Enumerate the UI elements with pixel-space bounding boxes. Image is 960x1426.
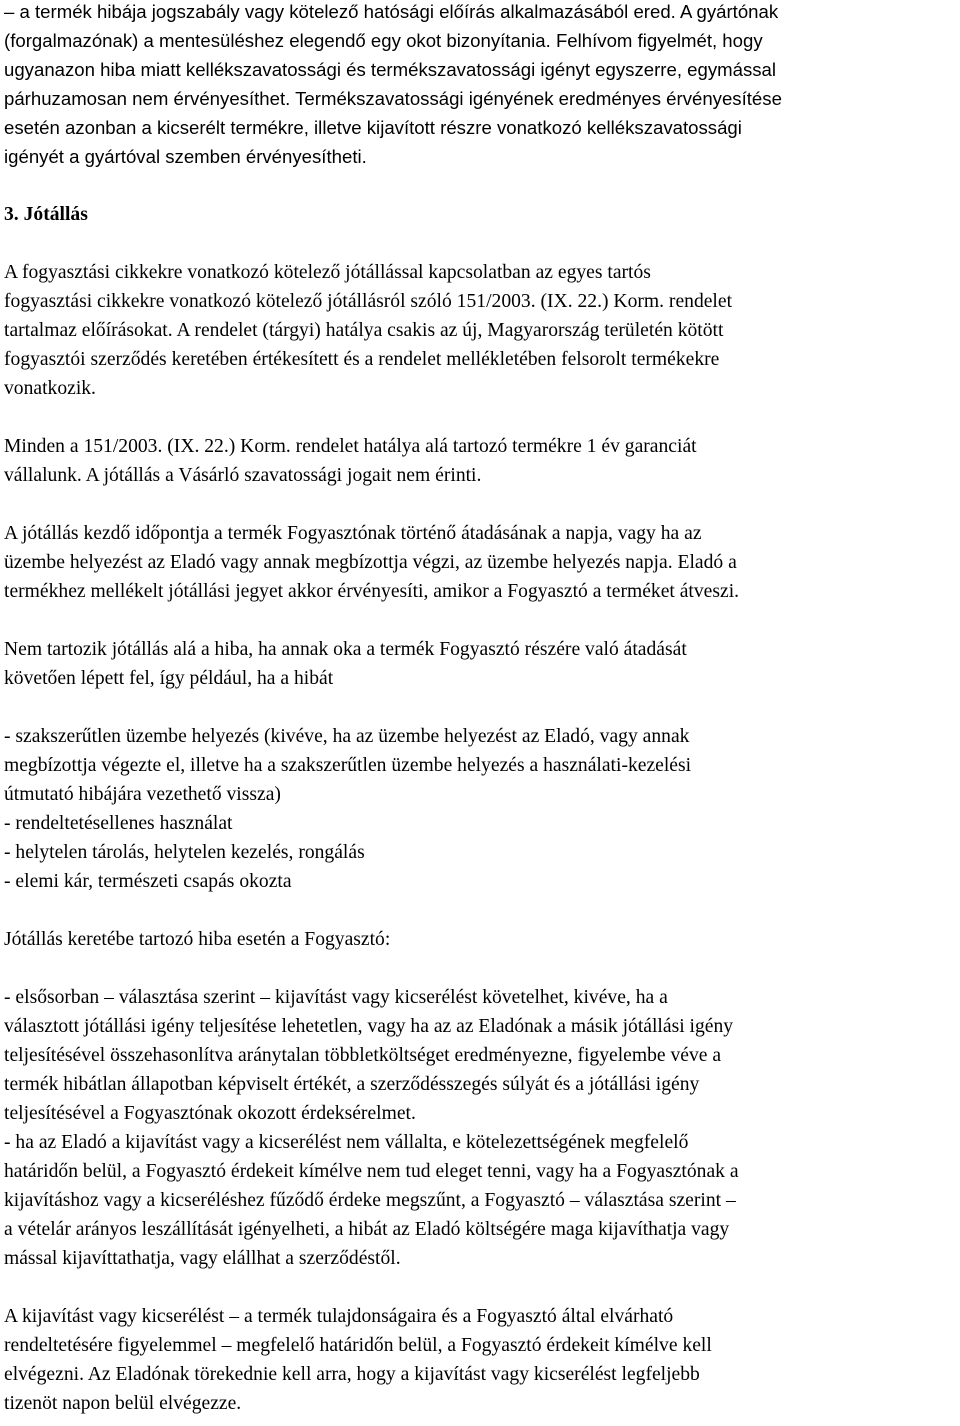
list-item: - elsősorban – választása szerint – kijavítást vagy kicserélést követelhet, kivéve, ha a: [4, 987, 668, 1008]
paragraph-guarantee-period: [4, 432, 956, 490]
spacer: [4, 171, 956, 200]
text-line: választott jótállási igény teljesítése lehetetlen, vagy ha az az Eladónak a másik jótállási igény: [4, 1016, 734, 1037]
section-heading: 3. Jótállás: [4, 204, 88, 225]
intro-paragraph: [4, 0, 956, 171]
text-line: fogyasztói szerződés keretében értékesített és a rendelet mellékletében felsorolt termékekre: [4, 349, 720, 370]
text-line: igényét a gyártóval szemben érvényesítheti.: [4, 146, 367, 167]
text-line: – a termék hibája jogszabály vagy kötelező hatósági előírás alkalmazásából ered. A gyártónak: [4, 1, 779, 22]
text-line: vállalunk. A jótállás a Vásárló szavatossági jogait nem érinti.: [4, 465, 482, 486]
spacer: [4, 896, 956, 925]
paragraph-scope: [4, 258, 956, 403]
exclusion-list: [4, 722, 956, 896]
list-item: - rendeltetésellenes használat: [4, 813, 233, 834]
text-line: termékhez mellékelt jótállási jegyet akkor érvényesíti, amikor a Fogyasztó a terméket átveszi.: [4, 581, 740, 602]
text-line: rendeltetésére figyelemmel – megfelelő határidőn belül, a Fogyasztó érdekeit kímélve kell: [4, 1335, 712, 1356]
text-line: tizenöt napon belül elvégezze.: [4, 1393, 242, 1414]
text-line: útmutató hibájára vezethető vissza): [4, 784, 281, 805]
text-line: kijavításhoz vagy a kicseréléshez fűződő érdeke megszűnt, a Fogyasztó – választása szerint –: [4, 1190, 736, 1211]
text-line: teljesítésével a Fogyasztónak okozott érdeksérelmet.: [4, 1103, 416, 1124]
text-line: vonatkozik.: [4, 378, 96, 399]
paragraph-consumer-rights-intro: Jótállás keretébe tartozó hiba esetén a Fogyasztó:: [4, 929, 391, 950]
text-line: Minden a 151/2003. (IX. 22.) Korm. rendelet hatálya alá tartozó termékre 1 év garanciát: [4, 436, 697, 457]
text-line: elvégezni. Az Eladónak törekednie kell arra, hogy a kijavítást vagy kicserélést legfeljebb: [4, 1364, 700, 1385]
list-item: - szakszerűtlen üzembe helyezés (kivéve, ha az üzembe helyezést az Eladó, vagy annak: [4, 726, 690, 747]
spacer: [4, 229, 956, 258]
spacer: [4, 403, 956, 432]
list-item: - elemi kár, természeti csapás okozta: [4, 871, 292, 892]
text-line: határidőn belül, a Fogyasztó érdekeit kímélve nem tud eleget tenni, vagy ha a Fogyasztónak a: [4, 1161, 739, 1182]
text-line: teljesítésével összehasonlítva aránytalan többletköltséget eredményezne, figyelembe véve a: [4, 1045, 722, 1066]
text-line: A kijavítást vagy kicserélést – a termék tulajdonságaira és a Fogyasztó által elvárható: [4, 1306, 674, 1327]
paragraph-repair-deadline: [4, 1302, 956, 1418]
text-line: Nem tartozik jótállás alá a hiba, ha annak oka a termék Fogyasztó részére való átadását: [4, 639, 687, 660]
text-line: (forgalmazónak) a mentesüléshez elegendő egy okot bizonyítania. Felhívom figyelmét, hogy: [4, 30, 763, 51]
list-item: - ha az Eladó a kijavítást vagy a kicserélést nem vállalta, e kötelezettségének megfelelő: [4, 1132, 689, 1153]
text-line: a vételár arányos leszállítását igényelheti, a hibát az Eladó költségére maga kijavíthatja vagy: [4, 1219, 730, 1240]
text-line: megbízottja végezte el, illetve ha a szakszerűtlen üzembe helyezés a használati-kezelési: [4, 755, 692, 776]
text-line: A jótállás kezdő időpontja a termék Fogyasztónak történő átadásának a napja, vagy ha az: [4, 523, 702, 544]
spacer: [4, 606, 956, 635]
text-line: párhuzamosan nem érvényesíthet. Termékszavatossági igényének eredményes érvényesítése: [4, 88, 782, 109]
text-line: fogyasztási cikkekre vonatkozó kötelező jótállásról szóló 151/2003. (IX. 22.) Korm. rendelet: [4, 291, 733, 312]
text-line: termék hibátlan állapotban képviselt értékét, a szerződésszegés súlyát és a jótállási igény: [4, 1074, 700, 1095]
text-line: esetén azonban a kicserélt termékre, illetve kijavított részre vonatkozó kellékszavatossági: [4, 117, 742, 138]
list-item: - helytelen tárolás, helytelen kezelés, rongálás: [4, 842, 365, 863]
text-line: A fogyasztási cikkekre vonatkozó kötelező jótállással kapcsolatban az egyes tartós: [4, 262, 651, 283]
paragraph-start-date: [4, 519, 956, 606]
text-line: üzembe helyezést az Eladó vagy annak megbízottja végzi, az üzembe helyezés napja. Eladó a: [4, 552, 737, 573]
consumer-rights-list: [4, 983, 956, 1273]
text-line: tartalmaz előírásokat. A rendelet (tárgyi) hatálya csakis az új, Magyarország területén kötött: [4, 320, 724, 341]
paragraph-exclusions: [4, 635, 956, 693]
spacer: [4, 1273, 956, 1302]
spacer: [4, 490, 956, 519]
spacer: [4, 954, 956, 983]
text-line: követően lépett fel, így például, ha a hibát: [4, 668, 334, 689]
document-page: [4, 0, 956, 1418]
text-line: mással kijavíttathatja, vagy elállhat a szerződéstől.: [4, 1248, 401, 1269]
spacer: [4, 693, 956, 722]
text-line: ugyanazon hiba miatt kellékszavatossági és termékszavatossági igényt egyszerre, egymással: [4, 59, 777, 80]
